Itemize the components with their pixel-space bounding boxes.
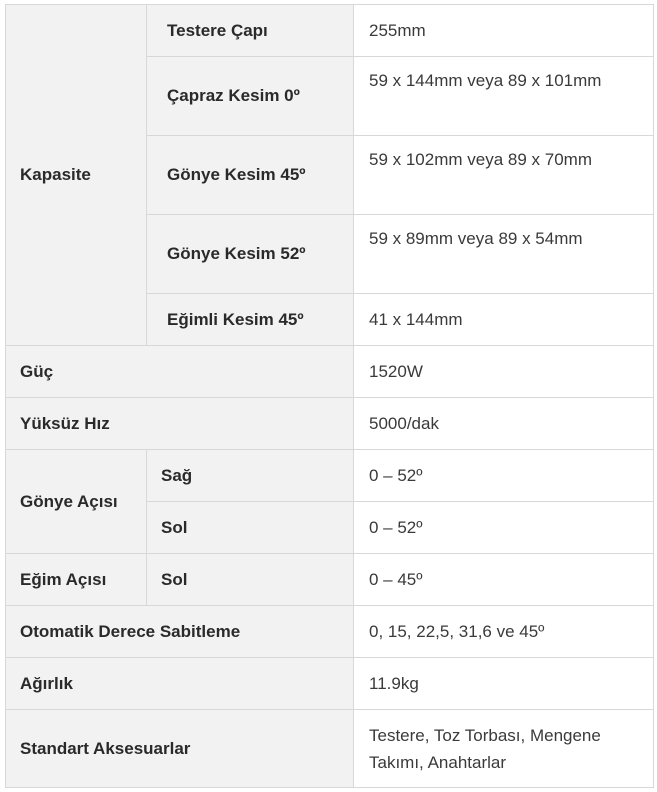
- saw-diameter-value: 255mm: [354, 5, 654, 57]
- table-row: [6, 554, 654, 606]
- weight-label: Ağırlık: [6, 658, 354, 710]
- auto-stops-value: 0, 15, 22,5, 31,6 ve 45º: [354, 606, 654, 658]
- miter-angle-right-label: Sağ: [147, 450, 354, 502]
- miter-angle-left-label: Sol: [147, 502, 354, 554]
- bevel-angle-header: Eğim Açısı: [6, 554, 147, 606]
- no-load-speed-label: Yüksüz Hız: [6, 398, 354, 450]
- table-row: [6, 398, 654, 450]
- miter-cut-52-value: 59 x 89mm veya 89 x 54mm: [354, 215, 654, 294]
- table-row: [6, 710, 654, 788]
- capacity-header: Kapasite: [6, 5, 147, 346]
- specifications-table: [5, 4, 654, 788]
- miter-angle-left-value: 0 – 52º: [354, 502, 654, 554]
- table-row: [6, 346, 654, 398]
- weight-value: 11.9kg: [354, 658, 654, 710]
- standard-accessories-value: Testere, Toz Torbası, Mengene Takımı, Anahtarlar: [354, 710, 654, 788]
- miter-angle-header: Gönye Açısı: [6, 450, 147, 554]
- saw-diameter-label: Testere Çapı: [147, 5, 354, 57]
- table-row: [6, 606, 654, 658]
- miter-cut-45-label: Gönye Kesim 45º: [147, 136, 354, 215]
- crosscut-0-value: 59 x 144mm veya 89 x 101mm: [354, 57, 654, 136]
- crosscut-0-label: Çapraz Kesim 0º: [147, 57, 354, 136]
- power-value: 1520W: [354, 346, 654, 398]
- table-row: [6, 450, 654, 502]
- table-row: [6, 658, 654, 710]
- bevel-cut-45-value: 41 x 144mm: [354, 294, 654, 346]
- miter-cut-52-label: Gönye Kesim 52º: [147, 215, 354, 294]
- bevel-angle-left-label: Sol: [147, 554, 354, 606]
- bevel-angle-left-value: 0 – 45º: [354, 554, 654, 606]
- miter-angle-right-value: 0 – 52º: [354, 450, 654, 502]
- miter-cut-45-value: 59 x 102mm veya 89 x 70mm: [354, 136, 654, 215]
- bevel-cut-45-label: Eğimli Kesim 45º: [147, 294, 354, 346]
- standard-accessories-label: Standart Aksesuarlar: [6, 710, 354, 788]
- auto-stops-label: Otomatik Derece Sabitleme: [6, 606, 354, 658]
- no-load-speed-value: 5000/dak: [354, 398, 654, 450]
- table-row: [6, 5, 654, 57]
- power-label: Güç: [6, 346, 354, 398]
